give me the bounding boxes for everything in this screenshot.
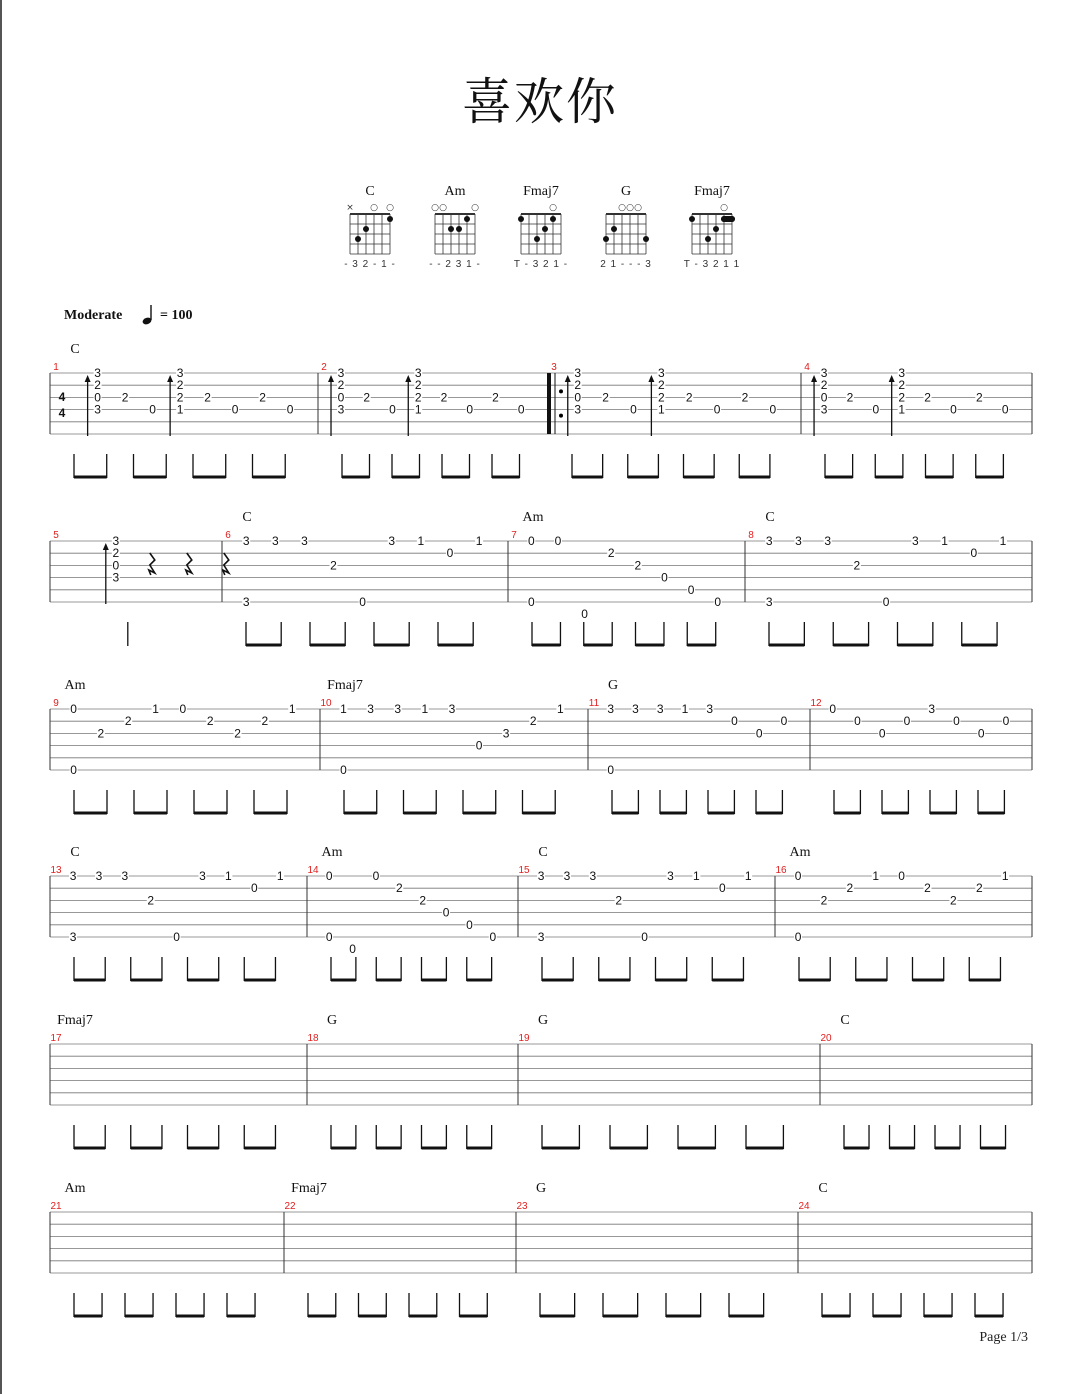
fret-number: 2: [529, 714, 537, 729]
measure-number: 1: [53, 362, 59, 373]
fret-number: 0: [337, 390, 345, 405]
fret-number: 2: [94, 378, 101, 393]
fret-number: 1: [152, 702, 159, 716]
fret-number: 2: [419, 893, 427, 908]
fret-number: 2: [112, 546, 120, 561]
measure-number: 8: [748, 530, 754, 541]
measure-number: 9: [53, 698, 59, 709]
repeat-bar-thick: [547, 373, 551, 434]
fret-number: 0: [389, 402, 396, 417]
fret-number: 1: [898, 402, 906, 417]
fret-number: 0: [489, 930, 497, 944]
fret-number: 3: [388, 534, 396, 548]
measure-number: 22: [284, 1201, 296, 1212]
fret-number: 3: [69, 869, 77, 883]
fret-number: 0: [517, 402, 525, 417]
fret-number: 1: [414, 402, 422, 417]
fret-number: 3: [563, 869, 571, 883]
fret-number: 1: [176, 402, 184, 417]
open-string-icon: ○: [618, 203, 626, 213]
fret-number: 0: [466, 402, 474, 417]
fret-number: 3: [337, 366, 345, 380]
fret-number: 1: [276, 869, 284, 883]
fret-number: 0: [446, 546, 454, 561]
measure-number: 21: [50, 1201, 62, 1212]
chord-label: C: [818, 1181, 828, 1196]
quarter-rest-icon: [223, 553, 229, 575]
fret-number: 3: [706, 702, 714, 716]
fret-number: 0: [286, 402, 294, 417]
chord-fingering: T - 3 2 1 1: [683, 259, 741, 270]
fret-number: 0: [325, 930, 333, 944]
fret-number: 1: [421, 702, 429, 716]
fret-number: 0: [820, 390, 828, 405]
measure-number: 3: [551, 362, 557, 373]
fret-number: 0: [442, 905, 450, 920]
fret-number: 0: [641, 930, 648, 944]
fret-number: 0: [179, 702, 187, 716]
fret-number: 3: [301, 534, 308, 548]
strum-arrow-head: [889, 375, 895, 382]
fret-number: 2: [820, 893, 828, 908]
fret-number: 0: [70, 702, 77, 716]
fret-number: 3: [121, 869, 129, 883]
measure-number: 23: [516, 1201, 528, 1212]
fret-number: 2: [950, 893, 957, 908]
fret-number: 2: [234, 726, 241, 741]
fret-number: 2: [440, 390, 448, 405]
fret-number: 2: [261, 714, 269, 729]
fret-number: 2: [176, 390, 184, 405]
fret-number: 0: [94, 390, 101, 405]
chord-label: Am: [64, 1181, 86, 1196]
strum-arrow-head: [103, 543, 109, 550]
fret-number: 3: [112, 570, 120, 585]
measure-number: 12: [810, 698, 822, 709]
fret-number: 2: [741, 390, 749, 405]
strum-arrow-head: [565, 375, 571, 382]
fret-number: 0: [607, 763, 615, 777]
fret-number: 3: [824, 534, 832, 548]
fret-number: 0: [718, 881, 726, 896]
fret-number: 0: [878, 726, 886, 741]
measure-number: 20: [820, 1033, 832, 1044]
strum-arrow-head: [85, 375, 91, 382]
fret-number: 1: [1001, 869, 1009, 883]
fret-number: 2: [924, 881, 931, 896]
fret-number: 1: [693, 869, 700, 883]
fret-number: 0: [794, 930, 802, 944]
chord-label: Am: [321, 845, 343, 860]
fret-number: 0: [630, 402, 637, 417]
fret-number: 3: [271, 534, 279, 548]
measure-number: 15: [518, 865, 530, 876]
fret-number: 2: [607, 546, 615, 561]
tab-system: [50, 1013, 1032, 1149]
fret-number: 0: [713, 402, 721, 417]
fret-number: 3: [537, 869, 545, 883]
open-string-icon: ○: [431, 203, 439, 213]
fret-number: 3: [898, 366, 906, 380]
muted-string-icon: ×: [346, 203, 354, 213]
fret-number: 2: [898, 390, 906, 405]
fret-number: 0: [977, 726, 985, 741]
chord-label: G: [326, 1013, 338, 1028]
fret-number: 0: [950, 402, 957, 417]
chord-fingering: - - 2 3 1 -: [429, 259, 481, 270]
fret-number: 1: [681, 702, 689, 716]
fret-number: 3: [667, 869, 674, 883]
chord-label: C: [538, 845, 548, 860]
fret-number: 0: [359, 595, 366, 609]
fret-number: 3: [765, 534, 773, 548]
fret-number: 1: [475, 534, 483, 548]
strum-arrow-head: [167, 375, 173, 382]
chord-diagram-name: Fmaj7: [694, 184, 730, 199]
fret-number: 0: [714, 595, 722, 609]
open-string-icon: ○: [720, 203, 728, 213]
tab-system: [50, 1181, 1032, 1317]
strum-arrow-head: [405, 375, 411, 382]
tab-system: [50, 510, 1032, 646]
tempo-value: = 100: [160, 308, 193, 323]
fret-number: 3: [574, 366, 582, 380]
fret-number: 0: [970, 546, 978, 561]
fret-number: 3: [94, 366, 101, 380]
fret-number: 3: [607, 702, 615, 716]
fret-number: 2: [602, 390, 609, 405]
measure-number: 18: [307, 1033, 319, 1044]
chord-fingering: - 3 2 - 1 -: [344, 259, 396, 270]
chord-label: G: [535, 1181, 547, 1196]
fret-number: 0: [687, 582, 695, 597]
open-string-icon: ○: [634, 203, 642, 213]
measure-number: 6: [225, 530, 231, 541]
open-string-icon: ○: [386, 203, 394, 213]
fret-number: 0: [898, 869, 905, 883]
fret-number: 0: [527, 595, 535, 609]
chord-label: C: [70, 845, 80, 860]
fret-number: 0: [325, 869, 333, 883]
open-string-icon: ○: [471, 203, 479, 213]
measure-number: 16: [775, 865, 787, 876]
fret-number: 0: [903, 714, 911, 729]
fret-number: 0: [475, 738, 483, 753]
fret-number: 0: [731, 714, 738, 729]
fret-number: 2: [634, 558, 642, 573]
chord-label: Am: [522, 510, 544, 525]
chord-label: G: [537, 1013, 549, 1028]
page-number: Page 1/3: [979, 1330, 1028, 1345]
fret-number: 0: [231, 402, 239, 417]
chord-diagram-name: Am: [444, 184, 466, 199]
fret-number: 3: [199, 869, 206, 883]
fret-number: 2: [176, 378, 184, 393]
fret-number: 0: [794, 869, 802, 883]
fret-number: 1: [941, 534, 948, 548]
fret-number: 2: [898, 378, 906, 393]
measure-number: 7: [511, 530, 517, 541]
fret-number: 0: [173, 930, 180, 944]
fret-number: 0: [349, 942, 356, 957]
fret-number: 0: [829, 702, 837, 716]
fret-number: 2: [259, 390, 266, 405]
fret-number: 2: [658, 378, 665, 393]
fret-number: 0: [112, 558, 120, 573]
fret-number: 0: [854, 714, 861, 729]
fret-number: 3: [502, 726, 510, 741]
chord-label: Am: [64, 678, 86, 693]
strum-arrow-head: [328, 375, 334, 382]
quarter-rest-icon: [149, 553, 155, 575]
strum-arrow-head: [811, 375, 817, 382]
measure-number: 13: [50, 865, 62, 876]
fret-number: 1: [872, 869, 880, 883]
fret-number: 2: [414, 390, 422, 405]
fret-number: 2: [147, 893, 155, 908]
fret-number: 0: [953, 714, 960, 729]
fret-number: 3: [176, 366, 184, 380]
measure-number: 2: [321, 362, 327, 373]
measure-number: 17: [50, 1033, 62, 1044]
chord-diagram-name: G: [620, 184, 632, 199]
fret-number: 3: [69, 930, 77, 944]
fret-number: 1: [658, 402, 665, 417]
fret-number: 0: [149, 402, 156, 417]
time-signature-bottom: 4: [58, 406, 66, 420]
fret-number: 0: [1002, 714, 1010, 729]
fret-number: 0: [769, 402, 777, 417]
fret-number: 2: [206, 714, 214, 729]
measure-number: 19: [518, 1033, 530, 1044]
repeat-dot: [559, 389, 563, 393]
fret-number: 0: [872, 402, 880, 417]
fret-number: 0: [755, 726, 763, 741]
fret-number: 3: [95, 869, 103, 883]
fret-number: 0: [372, 869, 380, 883]
fret-number: 2: [615, 893, 623, 908]
open-string-icon: ○: [370, 203, 378, 213]
chord-label: C: [242, 510, 252, 525]
fret-number: 0: [527, 534, 535, 548]
chord-label: Am: [789, 845, 811, 860]
open-string-icon: ○: [626, 203, 634, 213]
fret-number: 2: [846, 390, 854, 405]
fret-number: 3: [765, 595, 773, 609]
fret-number: 3: [242, 534, 250, 548]
fret-number: 0: [882, 595, 890, 609]
fret-number: 1: [417, 534, 425, 548]
tab-system: [50, 845, 1032, 981]
chord-label: Fmaj7: [291, 1181, 327, 1196]
fret-number: 2: [395, 881, 403, 896]
fret-number: 2: [492, 390, 499, 405]
fret-number: 2: [204, 390, 211, 405]
fret-number: 3: [574, 402, 582, 417]
fret-number: 3: [94, 402, 101, 417]
fret-number: 3: [394, 702, 402, 716]
fret-number: 3: [928, 702, 936, 716]
strum-arrow-head: [648, 375, 654, 382]
fret-number: 2: [846, 881, 854, 896]
fret-number: 0: [466, 917, 473, 932]
time-signature-top: 4: [58, 390, 66, 404]
fret-number: 3: [242, 595, 250, 609]
fret-number: 3: [820, 366, 828, 380]
measure-number: 24: [798, 1201, 810, 1212]
measure-number: 5: [53, 530, 59, 541]
fret-number: 2: [574, 378, 582, 393]
fret-number: 2: [685, 390, 693, 405]
chord-fingering: 2 1 - - - 3: [600, 259, 652, 270]
measure-number: 14: [307, 865, 319, 876]
tab-system: [50, 342, 1032, 478]
fret-number: 2: [337, 378, 345, 393]
chord-diagram-name: C: [365, 184, 375, 199]
measure-number: 4: [804, 362, 810, 373]
fret-number: 0: [250, 881, 258, 896]
fret-number: 1: [340, 702, 347, 716]
fret-number: 1: [288, 702, 296, 716]
chord-diagram-name: Fmaj7: [523, 184, 559, 199]
chord-fingering: T - 3 2 1 -: [513, 259, 569, 270]
fret-number: 2: [924, 390, 931, 405]
fret-number: 2: [975, 390, 983, 405]
fret-number: 0: [70, 763, 77, 777]
fret-number: 3: [632, 702, 639, 716]
fret-number: 3: [658, 366, 665, 380]
fret-number: 3: [112, 534, 120, 548]
fret-number: 3: [795, 534, 802, 548]
fret-number: 0: [1001, 402, 1009, 417]
fret-number: 1: [225, 869, 232, 883]
fret-number: 3: [414, 366, 422, 380]
fret-number: 1: [999, 534, 1007, 548]
fret-number: 3: [589, 869, 597, 883]
measure-number: 11: [588, 698, 600, 709]
fret-number: 3: [367, 702, 374, 716]
chord-label: C: [840, 1013, 850, 1028]
fret-number: 3: [911, 534, 919, 548]
fret-number: 2: [658, 390, 665, 405]
fret-number: 1: [557, 702, 564, 716]
fret-number: 3: [337, 402, 345, 417]
measure-number: 10: [320, 698, 332, 709]
fret-number: 0: [340, 763, 347, 777]
chord-label: Fmaj7: [57, 1013, 93, 1028]
open-string-icon: ○: [439, 203, 447, 213]
fret-number: 3: [656, 702, 664, 716]
fret-number: 2: [124, 714, 132, 729]
fret-number: 1: [744, 869, 752, 883]
fret-number: 2: [975, 881, 983, 896]
fret-number: 0: [581, 607, 588, 622]
chord-label: G: [607, 678, 619, 693]
fret-number: 0: [780, 714, 788, 729]
fret-number: 0: [661, 570, 668, 585]
song-title: 喜欢你: [462, 73, 618, 131]
repeat-dot: [559, 414, 563, 418]
fret-number: 3: [820, 402, 828, 417]
fret-number: 3: [448, 702, 456, 716]
fret-number: 2: [121, 390, 129, 405]
fret-number: 2: [363, 390, 371, 405]
fret-number: 0: [554, 534, 562, 548]
open-string-icon: ○: [549, 203, 557, 213]
fret-number: 2: [414, 378, 422, 393]
fret-number: 2: [853, 558, 861, 573]
chord-label: C: [765, 510, 775, 525]
chord-label: C: [70, 342, 80, 357]
fret-number: 2: [820, 378, 828, 393]
fret-number: 2: [330, 558, 337, 573]
fret-number: 0: [574, 390, 582, 405]
quarter-rest-icon: [186, 553, 192, 575]
fret-number: 2: [97, 726, 105, 741]
tempo-label: Moderate: [64, 308, 123, 323]
tab-system: [50, 678, 1032, 814]
fret-number: 3: [537, 930, 545, 944]
chord-label: Fmaj7: [327, 678, 363, 693]
